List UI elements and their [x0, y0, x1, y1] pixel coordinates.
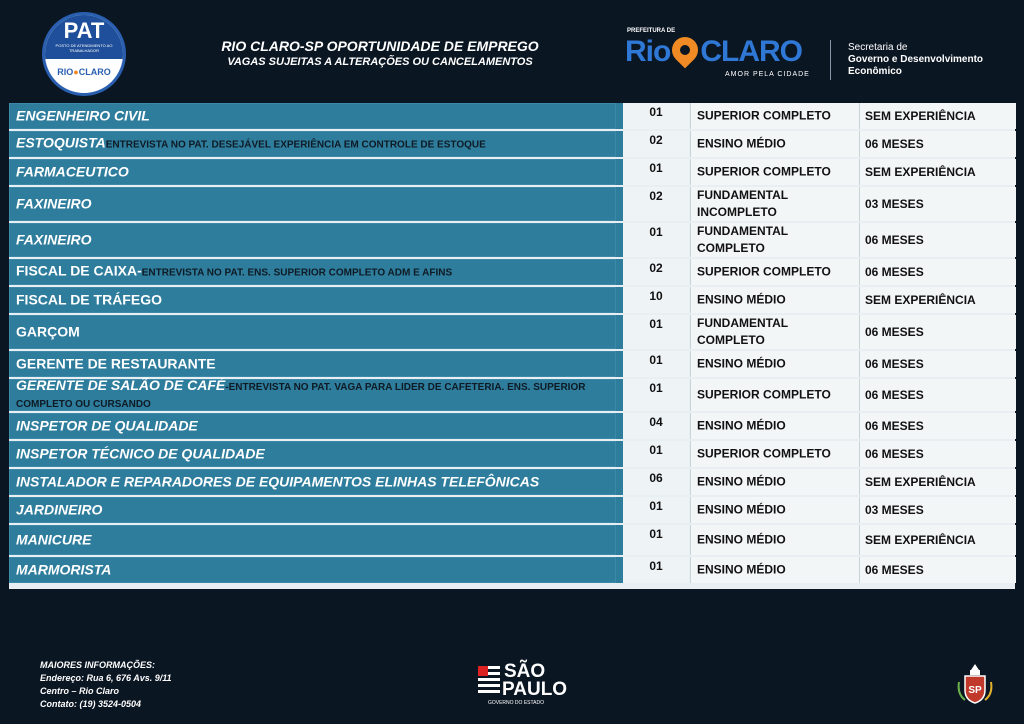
- table-row: [9, 557, 1015, 585]
- education-cell: [690, 379, 859, 411]
- pat-logo: [42, 12, 126, 96]
- job-title-cell: [9, 103, 616, 129]
- job-title-cell: [9, 469, 616, 495]
- vacancies-count: 01: [649, 225, 663, 239]
- cell-spacer: [616, 379, 623, 411]
- experience-requirement: 06 MESES: [865, 447, 924, 461]
- experience-requirement: SEM EXPERIÊNCIA: [865, 109, 976, 123]
- education-cell: [690, 469, 859, 495]
- cell-spacer: [616, 287, 623, 313]
- vacancies-cell: [623, 497, 689, 523]
- pat-logo-title: PAT: [63, 18, 105, 43]
- job-title: INSTALADOR E REPARADORES DE EQUIPAMENTOS ELINHAS TELEFÔNICAS: [16, 473, 540, 490]
- cell-spacer: [616, 131, 623, 157]
- table-row: [9, 103, 1015, 131]
- cell-spacer: [616, 413, 623, 439]
- education-cell: [690, 103, 859, 129]
- vacancies-count: 02: [649, 133, 663, 147]
- experience-requirement: SEM EXPERIÊNCIA: [865, 165, 976, 179]
- vacancies-cell: [623, 315, 689, 349]
- experience-requirement: 06 MESES: [865, 388, 924, 402]
- job-title-cell: [9, 259, 616, 285]
- education-cell: [690, 315, 859, 349]
- vacancies-cell: [623, 413, 689, 439]
- table-row: [9, 413, 1015, 441]
- vacancies-cell: [623, 187, 689, 221]
- cell-spacer: [616, 525, 623, 555]
- job-title: FAXINEIRO: [16, 231, 92, 248]
- vacancies-count: 06: [649, 471, 663, 485]
- cell-spacer: [616, 103, 623, 129]
- experience-cell: [859, 259, 1016, 285]
- education-requirement: ENSINO MÉDIO: [697, 562, 786, 577]
- table-row: [9, 223, 1015, 259]
- location-pin-icon: [667, 32, 704, 69]
- cell-spacer: [616, 223, 623, 257]
- job-title-cell: [9, 351, 616, 377]
- table-row: [9, 187, 1015, 223]
- experience-cell: [859, 315, 1016, 349]
- table-row: [9, 379, 1015, 413]
- vacancies-count: 02: [649, 261, 663, 275]
- sp-flag-icon: [478, 666, 500, 694]
- education-cell: [690, 159, 859, 185]
- experience-cell: [859, 497, 1016, 523]
- page-subtitle: VAGAS SUJEITAS A ALTERAÇÕES OU CANCELAMENTOS: [227, 56, 533, 68]
- job-title: FAXINEIRO: [16, 195, 92, 212]
- vacancies-cell: [623, 351, 689, 377]
- vacancies-count: 01: [649, 559, 663, 573]
- education-cell: [690, 413, 859, 439]
- experience-cell: [859, 525, 1016, 555]
- job-title: MANICURE: [16, 531, 92, 548]
- education-requirement: ENSINO MÉDIO: [697, 474, 786, 489]
- job-title-cell: [9, 187, 616, 221]
- job-title: ESTOQUISTA: [16, 134, 106, 151]
- education-requirement: ENSINO MÉDIO: [697, 532, 786, 547]
- experience-cell: [859, 557, 1016, 583]
- job-title: GARÇOM: [16, 323, 80, 340]
- education-requirement: ENSINO MÉDIO: [697, 136, 786, 151]
- education-requirement: SUPERIOR COMPLETO: [697, 164, 831, 179]
- experience-cell: [859, 441, 1016, 467]
- vacancies-count: 01: [649, 527, 663, 541]
- job-title: FISCAL DE TRÁFEGO: [16, 291, 162, 308]
- job-note: ENTREVISTA NO PAT. DESEJÁVEL EXPERIÊNCIA EM CONTROLE DE ESTOQUE: [105, 139, 486, 151]
- vacancies-cell: [623, 159, 689, 185]
- table-row: [9, 287, 1015, 315]
- pat-logo-subtitle: POSTO DE ATENDIMENTO AO TRABALHADOR: [55, 43, 113, 53]
- table-row: [9, 351, 1015, 379]
- vacancies-cell: [623, 525, 689, 555]
- education-cell: [690, 557, 859, 583]
- secretaria-label: Secretaria de Governo e Desenvolvimento Econômico: [848, 42, 984, 77]
- education-requirement: FUNDAMENTAL INCOMPLETO: [697, 188, 788, 219]
- table-row: [9, 497, 1015, 525]
- education-cell: [690, 497, 859, 523]
- job-title-cell: [9, 315, 616, 349]
- experience-cell: [859, 159, 1016, 185]
- job-title-cell: [9, 557, 616, 583]
- table-row: [9, 131, 1015, 159]
- experience-cell: [859, 103, 1016, 129]
- cell-spacer: [616, 259, 623, 285]
- jobs-table: [9, 103, 1015, 589]
- experience-cell: [859, 413, 1016, 439]
- experience-cell: [859, 187, 1016, 221]
- job-title: MARMORISTA: [16, 561, 112, 578]
- experience-cell: [859, 351, 1016, 377]
- job-title: FARMACEUTICO: [16, 163, 129, 180]
- education-cell: [690, 223, 859, 257]
- experience-requirement: 03 MESES: [865, 197, 924, 211]
- education-requirement: ENSINO MÉDIO: [697, 418, 786, 433]
- cell-spacer: [616, 351, 623, 377]
- education-cell: [690, 187, 859, 221]
- job-title-cell: [9, 159, 616, 185]
- table-row: [9, 259, 1015, 287]
- cell-spacer: [616, 441, 623, 467]
- education-requirement: SUPERIOR COMPLETO: [697, 108, 831, 123]
- experience-cell: [859, 131, 1016, 157]
- vacancies-count: 01: [649, 443, 663, 457]
- vacancies-cell: [623, 131, 689, 157]
- job-title: GERENTE DE RESTAURANTE: [16, 355, 216, 372]
- experience-requirement: 06 MESES: [865, 265, 924, 279]
- vacancies-count: 01: [649, 353, 663, 367]
- cell-spacer: [616, 497, 623, 523]
- experience-cell: [859, 379, 1016, 411]
- vacancies-count: 10: [649, 289, 663, 303]
- vacancies-cell: [623, 103, 689, 129]
- vacancies-cell: [623, 469, 689, 495]
- footer-info: MAIORES INFORMAÇÕES: Endereço: Rua 6, 676 Avs. 9/11 Centro – Rio Claro Contato: (19) 3524-0504: [40, 660, 172, 709]
- education-requirement: ENSINO MÉDIO: [697, 356, 786, 371]
- vacancies-cell: [623, 223, 689, 257]
- job-title: GERENTE DE SALÃO DE CAFÉ: [16, 377, 226, 393]
- job-title-cell: [9, 441, 616, 467]
- education-cell: [690, 525, 859, 555]
- education-requirement: SUPERIOR COMPLETO: [697, 446, 831, 461]
- experience-cell: [859, 469, 1016, 495]
- vacancies-cell: [623, 259, 689, 285]
- education-requirement: ENSINO MÉDIO: [697, 502, 786, 517]
- education-requirement: SUPERIOR COMPLETO: [697, 387, 831, 402]
- job-title: INSPETOR TÉCNICO DE QUALIDADE: [16, 445, 265, 462]
- table-row: [9, 315, 1015, 351]
- vacancies-count: 01: [649, 161, 663, 175]
- experience-requirement: 06 MESES: [865, 233, 924, 247]
- education-cell: [690, 441, 859, 467]
- experience-cell: [859, 223, 1016, 257]
- education-requirement: FUNDAMENTAL COMPLETO: [697, 316, 788, 347]
- svg-text:SP: SP: [968, 685, 982, 696]
- education-cell: [690, 259, 859, 285]
- table-row: [9, 159, 1015, 187]
- job-title-cell: [9, 223, 616, 257]
- vacancies-cell: [623, 441, 689, 467]
- job-title: INSPETOR DE QUALIDADE: [16, 417, 198, 434]
- sp-coat-of-arms-icon: [956, 662, 994, 706]
- cell-spacer: [616, 159, 623, 185]
- vacancies-count: 04: [649, 415, 663, 429]
- cell-spacer: [616, 557, 623, 583]
- experience-requirement: 06 MESES: [865, 137, 924, 151]
- experience-requirement: SEM EXPERIÊNCIA: [865, 475, 976, 489]
- job-title: FISCAL DE CAIXA-: [16, 262, 142, 279]
- vacancies-count: 01: [649, 317, 663, 331]
- experience-requirement: 06 MESES: [865, 563, 924, 577]
- job-note: ENTREVISTA NO PAT. ENS. SUPERIOR COMPLETO ADM E AFINS: [141, 267, 453, 279]
- job-title-cell: [9, 379, 616, 411]
- sao-paulo-logo: SÃO PAULO GOVERNO DO ESTADO: [478, 660, 554, 708]
- education-requirement: SUPERIOR COMPLETO: [697, 264, 831, 279]
- pat-logo-brand: RIO●CLARO: [57, 67, 111, 77]
- experience-requirement: 06 MESES: [865, 325, 924, 339]
- vacancies-count: 01: [649, 105, 663, 119]
- table-row: [9, 469, 1015, 497]
- vacancies-count: 01: [649, 499, 663, 513]
- table-row: [9, 441, 1015, 469]
- vacancies-cell: [623, 557, 689, 583]
- rio-claro-logo: PREFEITURA DE Rio CLARO AMOR PELA CIDADE: [625, 28, 810, 78]
- cell-spacer: [616, 315, 623, 349]
- cell-spacer: [616, 469, 623, 495]
- page-title: RIO CLARO-SP OPORTUNIDADE DE EMPREGO: [221, 38, 539, 54]
- job-title-cell: [9, 287, 616, 313]
- experience-requirement: 06 MESES: [865, 419, 924, 433]
- job-title-cell: [9, 131, 616, 157]
- table-row: [9, 525, 1015, 557]
- vacancies-cell: [623, 287, 689, 313]
- experience-cell: [859, 287, 1016, 313]
- experience-requirement: SEM EXPERIÊNCIA: [865, 533, 976, 547]
- experience-requirement: 06 MESES: [865, 357, 924, 371]
- job-title-cell: [9, 413, 616, 439]
- experience-requirement: 03 MESES: [865, 503, 924, 517]
- education-cell: [690, 351, 859, 377]
- vacancies-count: 01: [649, 381, 663, 395]
- job-title: ENGENHEIRO CIVIL: [16, 107, 150, 124]
- job-title-cell: [9, 497, 616, 523]
- education-cell: [690, 287, 859, 313]
- experience-requirement: SEM EXPERIÊNCIA: [865, 293, 976, 307]
- education-requirement: ENSINO MÉDIO: [697, 292, 786, 307]
- job-title-cell: [9, 525, 616, 555]
- job-note: -ENTREVISTA NO PAT. VAGA PARA LIDER DE CAFETERIA. ENS. SUPERIOR COMPLETO OU CURSANDO: [16, 382, 586, 410]
- education-cell: [690, 131, 859, 157]
- vacancies-cell: [623, 379, 689, 411]
- job-title: JARDINEIRO: [16, 501, 103, 518]
- header-titles: [190, 38, 570, 69]
- header-divider: [830, 40, 831, 80]
- vacancies-count: 02: [649, 189, 663, 203]
- cell-spacer: [616, 187, 623, 221]
- education-requirement: FUNDAMENTAL COMPLETO: [697, 224, 788, 255]
